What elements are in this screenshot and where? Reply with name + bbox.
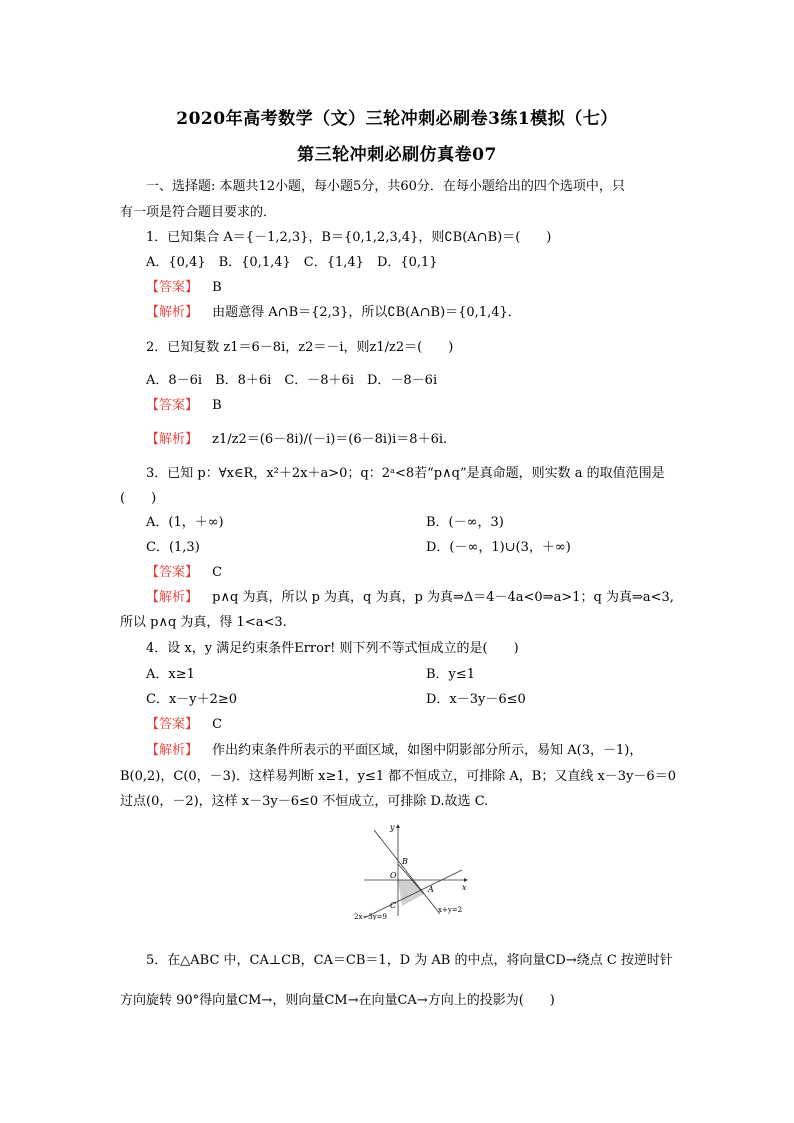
q2-answer: B — [212, 398, 222, 413]
exam-title: 2020年高考数学（文）三轮冲刺必刷卷3练1模拟（七） — [176, 109, 618, 129]
x-axis-label: x — [462, 883, 467, 892]
analysis-label: 【解析】 — [146, 432, 199, 447]
point-c-label: C — [390, 901, 397, 910]
q3-option-c: C．(1,3) — [146, 540, 200, 555]
line-x-plus-y-label: x+y=2 — [438, 906, 463, 914]
q4-analysis: 作出约束条件所表示的平面区域，如图中阴影部分所示，易知 A(3，－1)， — [212, 743, 643, 758]
q1-options: A．{0,4} B．{0,1,4} C．{1,4} D．{0,1} — [146, 255, 438, 270]
constraint-region-figure — [352, 820, 472, 920]
q3-answer: C — [212, 565, 223, 580]
analysis-label: 【解析】 — [146, 743, 199, 758]
answer-label: 【答案】 — [146, 398, 199, 413]
q4-analysis-cont2: 过点(0，－2)，这样 x－3y－6≤0 不恒成立，可排除 D.故选 C. — [120, 794, 489, 809]
answer-label: 【答案】 — [146, 565, 199, 580]
q2-answer-row — [146, 396, 222, 416]
analysis-label: 【解析】 — [146, 590, 199, 605]
q5-stem-cont: 方向旋转 90°得向量CM→，则向量CM→在向量CA→方向上的投影为( ) — [120, 993, 555, 1008]
x-axis-arrow-icon — [464, 878, 468, 882]
section-intro-cont: 有一项是符合题目要求的． — [120, 205, 277, 220]
q1-stem: 1．已知集合 A＝{－1,2,3}，B＝{0,1,2,3,4}，则∁B(A∩B)＝( ) — [146, 230, 552, 245]
q2-options: A．8－6i B．8＋6i C．－8＋6i D．－8－6i — [146, 373, 438, 388]
y-axis-label: y — [390, 823, 395, 832]
origin-label: O — [390, 871, 397, 880]
q2-stem: 2．已知复数 z1＝6－8i，z2＝－i，则z1/z2＝( ) — [146, 340, 454, 355]
q5-stem: 5．在△ABC 中，CA⊥CB，CA＝CB＝1，D 为 AB 的中点，将向量CD→绕点 C 按逆时针 — [146, 953, 673, 968]
answer-label: 【答案】 — [146, 280, 199, 295]
q4-answer: C — [212, 717, 223, 732]
point-b-label: B — [402, 857, 408, 866]
q4-analysis-cont1: B(0,2)，C(0，－3)．这样易判断 x≥1，y≤1 都不恒成立，可排除 A，B；又直线 x－3y－6＝0 — [120, 769, 676, 784]
q3-option-a: A．(1，＋∞) — [146, 515, 224, 530]
exam-subtitle: 第三轮冲刺必刷仿真卷07 — [297, 145, 497, 165]
q4-option-b: B．y≤1 — [426, 667, 476, 682]
q4-option-d: D．x－3y－6≤0 — [426, 692, 526, 707]
q1-analysis: 由题意得 A∩B＝{2,3}，所以∁B(A∩B)＝{0,1,4}． — [212, 305, 521, 320]
shaded-region — [398, 880, 424, 906]
q3-option-d: D．(－∞，1)∪(3，＋∞) — [426, 540, 571, 555]
q3-analysis: p∧q 为真，所以 p 为真，q 为真，p 为真⇒Δ＝4－4a<0⇒a>1；q 为真⇒a<3, — [212, 590, 674, 605]
point-a-label: A — [428, 885, 434, 894]
q3-analysis-row — [146, 588, 674, 608]
q4-stem: 4．设 x，y 满足约束条件Error! 则下列不等式恒成立的是( ) — [146, 641, 519, 656]
q2-analysis-row — [146, 430, 447, 450]
q3-stem: 3．已知 p：∀x∈R，x²＋2x＋a>0；q：2ᵃ<8若“p∧q”是真命题，则实数 a 的取值范围是 — [146, 466, 665, 481]
q1-analysis-row — [146, 303, 521, 323]
q1-answer-row — [146, 278, 222, 298]
q2-analysis: z1/z2＝(6－8i)/(－i)＝(6－8i)i＝8＋6i. — [212, 432, 448, 447]
answer-label: 【答案】 — [146, 717, 199, 732]
q4-option-c: C．x－y＋2≥0 — [146, 692, 238, 707]
q4-option-a: A．x≥1 — [146, 667, 195, 682]
q3-answer-row — [146, 563, 222, 583]
y-axis-arrow-icon — [396, 824, 400, 828]
q1-answer: B — [212, 280, 222, 295]
section-intro: 一、选择题: 本题共12小题，每小题5分，共60分．在每小题给出的四个选项中，只 — [146, 179, 625, 194]
analysis-label: 【解析】 — [146, 305, 199, 320]
q3-stem-cont: ( ) — [120, 491, 157, 506]
q4-analysis-row — [146, 741, 642, 761]
q3-analysis-cont: 所以 p∧q 为真，得 1<a<3. — [120, 615, 287, 630]
q4-answer-row — [146, 715, 222, 735]
line-2x-minus-3y-label: 2x−3y=9 — [354, 913, 387, 920]
q3-option-b: B．(－∞，3) — [426, 515, 504, 530]
